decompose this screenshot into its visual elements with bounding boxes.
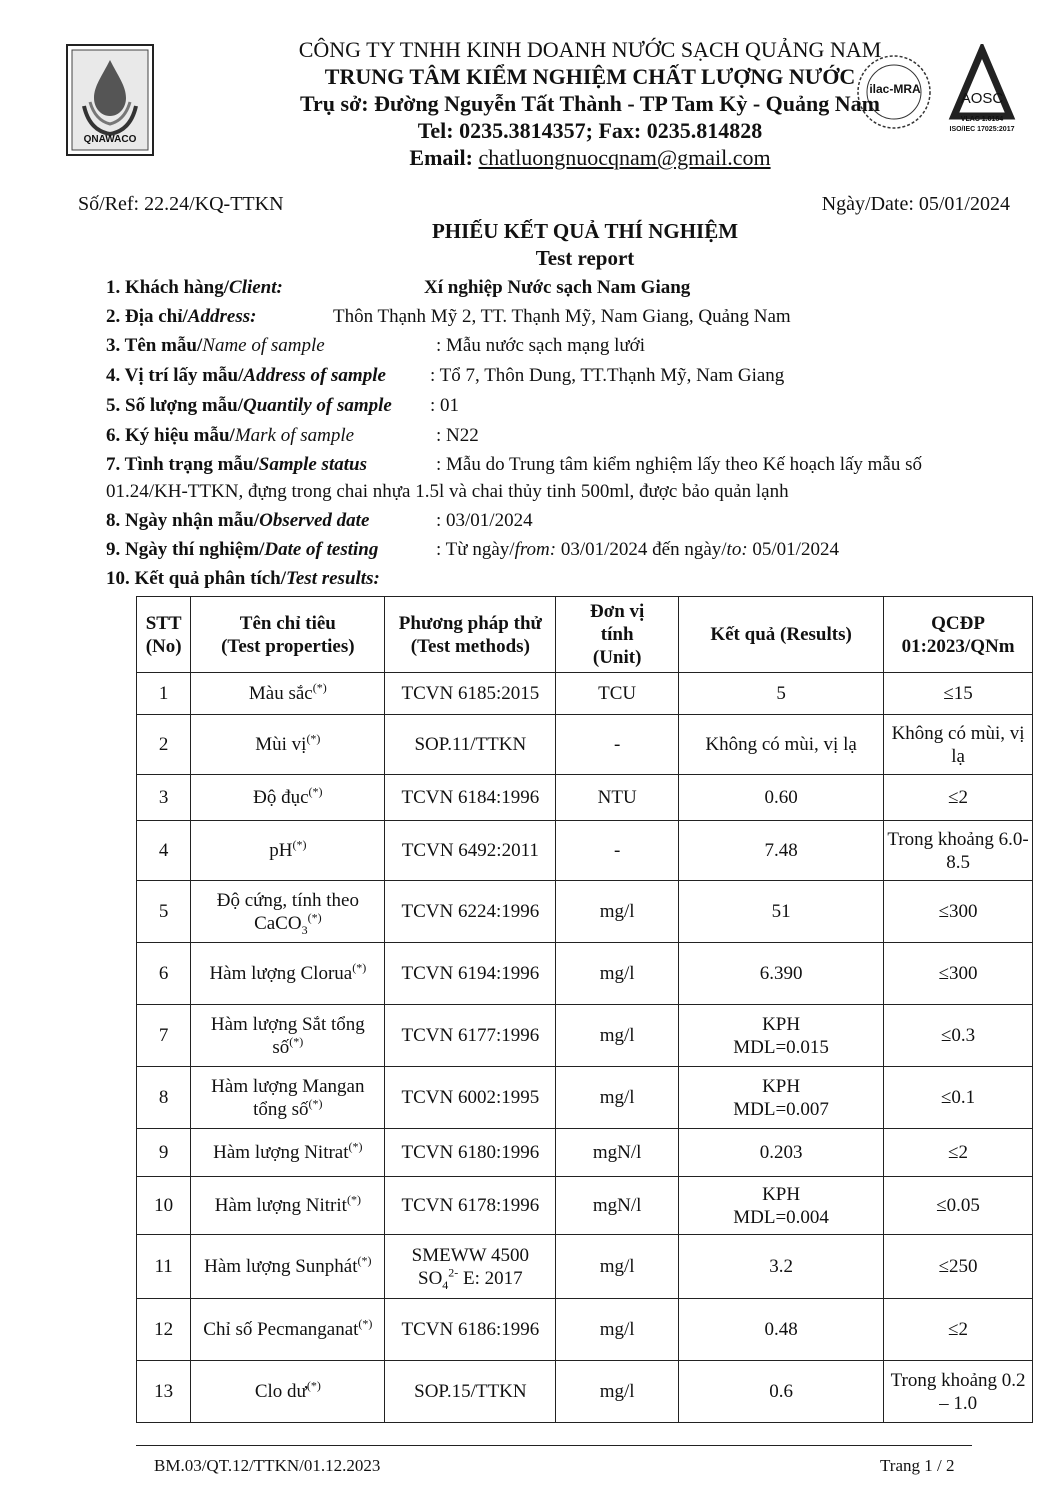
report-subtitle: Test report	[535, 246, 635, 270]
table-cell: TCVN 6194:1996	[385, 943, 556, 1005]
table-cell: TCVN 6186:1996	[385, 1299, 556, 1361]
col-header-property: Tên chỉ tiêu (Test properties)	[191, 597, 385, 673]
col-header-unit: Đơn vị tính (Unit)	[556, 597, 679, 673]
table-cell: 0.48	[679, 1299, 884, 1361]
table-cell: 12	[137, 1299, 191, 1361]
table-row	[137, 1361, 1033, 1423]
table-cell: Hàm lượng Mangan tổng số(*)	[191, 1067, 385, 1129]
email-label: Email:	[409, 145, 473, 170]
footer-divider	[136, 1445, 972, 1446]
table-cell: Độ đục(*)	[191, 775, 385, 821]
table-cell: mg/l	[556, 1235, 679, 1299]
table-cell: 4	[137, 821, 191, 881]
field-quantity-value: : 01	[430, 395, 460, 416]
table-cell: ≤15	[884, 673, 1033, 715]
table-cell: ≤0.1	[884, 1067, 1033, 1129]
table-row	[137, 1177, 1033, 1235]
email-line	[150, 144, 1030, 171]
page-number: Trang 1 / 2	[880, 1456, 955, 1475]
table-cell: Hàm lượng Sunphát(*)	[191, 1235, 385, 1299]
table-cell: SOP.15/TTKN	[385, 1361, 556, 1423]
table-cell: TCVN 6185:2015	[385, 673, 556, 715]
table-row	[137, 821, 1033, 881]
field-sample-location-value: : Tổ 7, Thôn Dung, TT.Thạnh Mỹ, Nam Giang	[430, 365, 785, 386]
field-status-value-2: 01.24/KH-TTKN, đựng trong chai nhựa 1.5l và chai thủy tinh 500ml, được bảo quản lạnh	[106, 481, 789, 502]
table-cell: ≤0.3	[884, 1005, 1033, 1067]
table-cell: 3	[137, 775, 191, 821]
results-table	[136, 596, 1033, 1423]
table-cell: TCVN 6492:2011	[385, 821, 556, 881]
table-cell: SOP.11/TTKN	[385, 715, 556, 775]
table-cell: 13	[137, 1361, 191, 1423]
table-cell: 7.48	[679, 821, 884, 881]
aosc-text: AOSC	[960, 90, 1004, 107]
field-mark-value: : N22	[436, 425, 479, 446]
table-cell: Hàm lượng Nitrit(*)	[191, 1177, 385, 1235]
field-sample-name-value: : Mẫu nước sạch mạng lưới	[436, 335, 646, 356]
field-sample-location: 4. Vị trí lấy mẫu/Address of sample	[106, 365, 386, 386]
table-cell: 1	[137, 673, 191, 715]
company-logo	[66, 44, 154, 156]
table-cell: Trong khoảng 0.2 – 1.0	[884, 1361, 1033, 1423]
table-cell: ≤0.05	[884, 1177, 1033, 1235]
field-results: 10. Kết quả phân tích/Test results:	[106, 568, 380, 589]
table-cell: KPH MDL=0.004	[679, 1177, 884, 1235]
table-row	[137, 943, 1033, 1005]
col-header-method: Phương pháp thử (Test methods)	[385, 597, 556, 673]
table-row	[137, 1005, 1033, 1067]
table-cell: TCVN 6178:1996	[385, 1177, 556, 1235]
table-cell: mg/l	[556, 1361, 679, 1423]
address-line: Trụ sở: Đường Nguyễn Tất Thành - TP Tam Kỳ - Quảng Nam	[300, 91, 880, 116]
table-row	[137, 673, 1033, 715]
table-row	[137, 1129, 1033, 1177]
table-header-row	[137, 597, 1033, 673]
table-cell: ≤2	[884, 775, 1033, 821]
field-mark: 6. Ký hiệu mẫu/Mark of sample	[106, 425, 355, 446]
table-cell: pH(*)	[191, 821, 385, 881]
field-client: 1. Khách hàng/Client:	[106, 277, 283, 298]
table-cell: Trong khoảng 6.0-8.5	[884, 821, 1033, 881]
report-date: Ngày/Date: 05/01/2024	[821, 193, 1010, 215]
table-cell: NTU	[556, 775, 679, 821]
field-testing-date-value: : Từ ngày/from: 03/01/2024 đến ngày/to: 05/01/2024	[436, 539, 839, 560]
field-status: 7. Tình trạng mẫu/Sample status	[106, 454, 367, 475]
table-cell: -	[556, 821, 679, 881]
table-cell: 0.6	[679, 1361, 884, 1423]
table-cell: 6.390	[679, 943, 884, 1005]
table-cell: 9	[137, 1129, 191, 1177]
table-cell: TCVN 6177:1996	[385, 1005, 556, 1067]
iso-text: ISO/IEC 17025:2017	[949, 126, 1015, 133]
field-quantity: 5. Số lượng mẫu/Quantily of sample	[106, 395, 392, 416]
table-cell: Clo dư(*)	[191, 1361, 385, 1423]
table-cell: 6	[137, 943, 191, 1005]
field-status-value: : Mẫu do Trung tâm kiểm nghiệm lấy theo Kế hoạch lấy mẫu số	[436, 454, 923, 475]
table-cell: SMEWW 4500 $SO_4^{2-}$ E: 2017	[385, 1235, 556, 1299]
table-cell: TCVN 6224:1996	[385, 881, 556, 943]
field-observed-date-value: : 03/01/2024	[436, 510, 533, 531]
table-cell: 3.2	[679, 1235, 884, 1299]
table-cell: 11	[137, 1235, 191, 1299]
col-header-result: Kết quả (Results)	[679, 597, 884, 673]
table-cell: 10	[137, 1177, 191, 1235]
table-cell: TCVN 6002:1995	[385, 1067, 556, 1129]
field-address: 2. Địa chỉ/Address:	[106, 306, 257, 327]
field-observed-date: 8. Ngày nhận mẫu/Observed date	[106, 510, 370, 531]
vlac-text: VLAC 1.0164	[960, 116, 1004, 123]
col-header-no: STT (No)	[137, 597, 191, 673]
table-cell: Hàm lượng Clorua(*)	[191, 943, 385, 1005]
table-cell: 5	[137, 881, 191, 943]
table-cell: ≤300	[884, 881, 1033, 943]
table-cell: KPH MDL=0.015	[679, 1005, 884, 1067]
table-cell: mg/l	[556, 1005, 679, 1067]
table-cell: mg/l	[556, 943, 679, 1005]
table-cell: Không có mùi, vị lạ	[884, 715, 1033, 775]
field-address-value: Thôn Thạnh Mỹ 2, TT. Thạnh Mỹ, Nam Giang, Quảng Nam	[333, 306, 791, 327]
table-row	[137, 1235, 1033, 1299]
table-cell: mgN/l	[556, 1129, 679, 1177]
table-cell: KPH MDL=0.007	[679, 1067, 884, 1129]
form-code: BM.03/QT.12/TTKN/01.12.2023	[154, 1456, 381, 1475]
table-cell: TCVN 6184:1996	[385, 775, 556, 821]
table-cell: TCVN 6180:1996	[385, 1129, 556, 1177]
table-cell: mgN/l	[556, 1177, 679, 1235]
report-title: PHIẾU KẾT QUẢ THÍ NGHIỆM	[431, 219, 739, 243]
ref-number: Số/Ref: 22.24/KQ-TTKN	[78, 193, 284, 215]
center-name: TRUNG TÂM KIỂM NGHIỆM CHẤT LƯỢNG NƯỚC	[324, 64, 856, 89]
table-cell: Chỉ số Pecmanganat(*)	[191, 1299, 385, 1361]
table-cell: 8	[137, 1067, 191, 1129]
table-cell: 2	[137, 715, 191, 775]
table-row	[137, 1299, 1033, 1361]
table-cell: ≤250	[884, 1235, 1033, 1299]
table-cell: TCU	[556, 673, 679, 715]
table-cell: ≤2	[884, 1299, 1033, 1361]
ilac-text: ilac-MRA	[869, 82, 921, 96]
table-cell: Màu sắc(*)	[191, 673, 385, 715]
table-cell: Mùi vị(*)	[191, 715, 385, 775]
table-row	[137, 881, 1033, 943]
table-cell: Hàm lượng Sắt tổng số(*)	[191, 1005, 385, 1067]
table-cell: 5	[679, 673, 884, 715]
table-cell: Độ cứng, tính theo CaCO$_3$(*)	[191, 881, 385, 943]
field-sample-name: 3. Tên mẫu/Name of sample	[106, 335, 325, 356]
table-cell: 0.60	[679, 775, 884, 821]
table-cell: ≤2	[884, 1129, 1033, 1177]
table-cell: 51	[679, 881, 884, 943]
email-link[interactable]: chatluongnuocqnam@gmail.com	[478, 145, 771, 170]
table-row	[137, 715, 1033, 775]
table-cell: Hàm lượng Nitrat(*)	[191, 1129, 385, 1177]
table-cell: mg/l	[556, 1067, 679, 1129]
phone-line: Tel: 0235.3814357; Fax: 0235.814828	[417, 118, 763, 143]
table-cell: Không có mùi, vị lạ	[679, 715, 884, 775]
table-row	[137, 1067, 1033, 1129]
table-cell: 7	[137, 1005, 191, 1067]
table-cell: mg/l	[556, 1299, 679, 1361]
table-row	[137, 775, 1033, 821]
table-cell: mg/l	[556, 881, 679, 943]
table-cell: 0.203	[679, 1129, 884, 1177]
table-cell: -	[556, 715, 679, 775]
col-header-standard: QCĐP 01:2023/QNm	[884, 597, 1033, 673]
field-client-value: Xí nghiệp Nước sạch Nam Giang	[424, 277, 691, 298]
logo-text: QNAWACO	[83, 134, 137, 145]
company-name: CÔNG TY TNHH KINH DOANH NƯỚC SẠCH QUẢNG NAM	[298, 37, 882, 62]
field-testing-date: 9. Ngày thí nghiệm/Date of testing	[106, 539, 379, 560]
table-cell: ≤300	[884, 943, 1033, 1005]
